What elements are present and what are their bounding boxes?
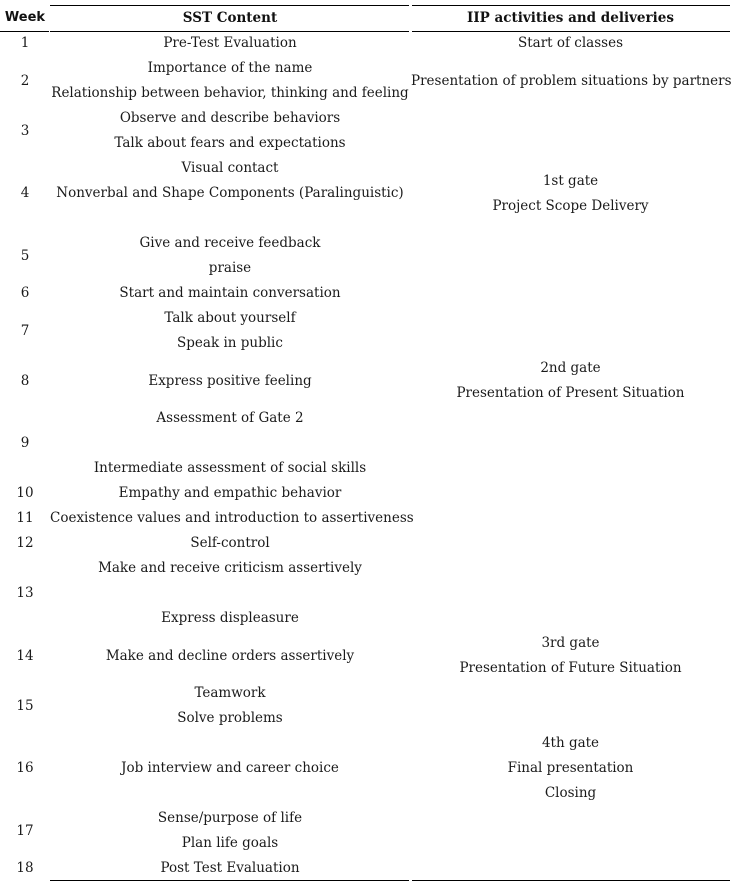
iip-activity-line: 2nd gate (540, 360, 601, 376)
iip-activity-line: 4th gate (541, 735, 600, 751)
week-number: 1 (20, 35, 30, 51)
sst-content-line: Teamwork (194, 685, 266, 701)
week-number: 2 (20, 73, 30, 89)
week-number: 14 (16, 648, 34, 664)
sst-content-line: Express positive feeling (148, 372, 312, 389)
week-number: 11 (16, 510, 34, 526)
week-number: 5 (20, 248, 30, 264)
iip-activity-line: 3rd gate (541, 635, 600, 651)
week-number: 6 (20, 285, 30, 301)
sst-content-line: Relationship between behavior, thinking and feeling (51, 85, 409, 101)
iip-activity-line: Final presentation (507, 760, 634, 776)
sst-content-line: Talk about yourself (164, 310, 296, 326)
iip-activity-line: 1st gate (542, 172, 599, 189)
sst-content-line: Speak in public (177, 335, 283, 351)
header-iip-activities: IIP activities and deliveries (467, 10, 674, 26)
sst-content-line: Importance of the name (147, 60, 313, 76)
sst-content-line: Observe and describe behaviors (119, 110, 341, 126)
header-week: Week (4, 10, 46, 25)
iip-activity-line: Presentation of Present Situation (456, 385, 685, 401)
week-number: 10 (16, 485, 34, 501)
sst-content-line: Assessment of Gate 2 (156, 410, 304, 426)
sst-content-line: praise (208, 260, 252, 276)
week-number: 9 (20, 435, 30, 451)
iip-activity-line: Closing (544, 785, 597, 801)
sst-content-line: Intermediate assessment of social skills (93, 460, 367, 476)
week-number: 18 (16, 860, 34, 876)
sst-content-line: Job interview and career choice (121, 760, 339, 776)
iip-activity-line: Presentation of problem situations by partners (411, 72, 732, 89)
week-number: 15 (16, 698, 34, 714)
sst-content-line (50, 581, 410, 606)
sst-content-line: Post Test Evaluation (160, 860, 300, 876)
sst-content-line: Self-control (190, 535, 270, 551)
sst-content-line: Talk about fears and expectations (114, 135, 346, 151)
sst-content-line: Nonverbal and Shape Components (Paralinguistic) (56, 185, 404, 201)
week-number: 13 (16, 585, 34, 601)
bottom-rule (50, 880, 409, 881)
sst-content-line: Empathy and empathic behavior (118, 485, 342, 501)
week-number: 3 (20, 123, 30, 139)
week-number: 17 (16, 823, 34, 839)
iip-activity-line: Presentation of Future Situation (459, 660, 682, 676)
week-number: 7 (20, 323, 30, 339)
header-sst-content: SST Content (182, 10, 278, 26)
sst-content-line: Start and maintain conversation (119, 285, 341, 301)
sst-content-line (50, 206, 410, 231)
sst-content-line: Sense/purpose of life (157, 810, 303, 826)
sst-content-line: Visual contact (181, 160, 279, 176)
sst-content-line: Plan life goals (181, 835, 279, 851)
sst-content-line: Make and decline orders assertively (105, 647, 355, 664)
sst-content-line: Give and receive feedback (139, 235, 321, 251)
sst-content-line: Coexistence values and introduction to assertiveness (50, 510, 414, 526)
sst-content-line: Express displeasure (161, 610, 299, 626)
iip-activity-line: Project Scope Delivery (492, 197, 649, 214)
sst-content-line: Solve problems (177, 710, 283, 726)
iip-activity-line: Start of classes (517, 35, 623, 51)
week-number: 16 (16, 760, 34, 776)
week-number: 8 (20, 373, 30, 389)
sst-content-line (50, 431, 410, 456)
bottom-rule (412, 880, 730, 881)
sst-content-line: Pre-Test Evaluation (163, 35, 297, 51)
week-number: 4 (20, 185, 30, 201)
sst-content-line: Make and receive criticism assertively (98, 560, 362, 576)
week-number: 12 (16, 535, 34, 551)
